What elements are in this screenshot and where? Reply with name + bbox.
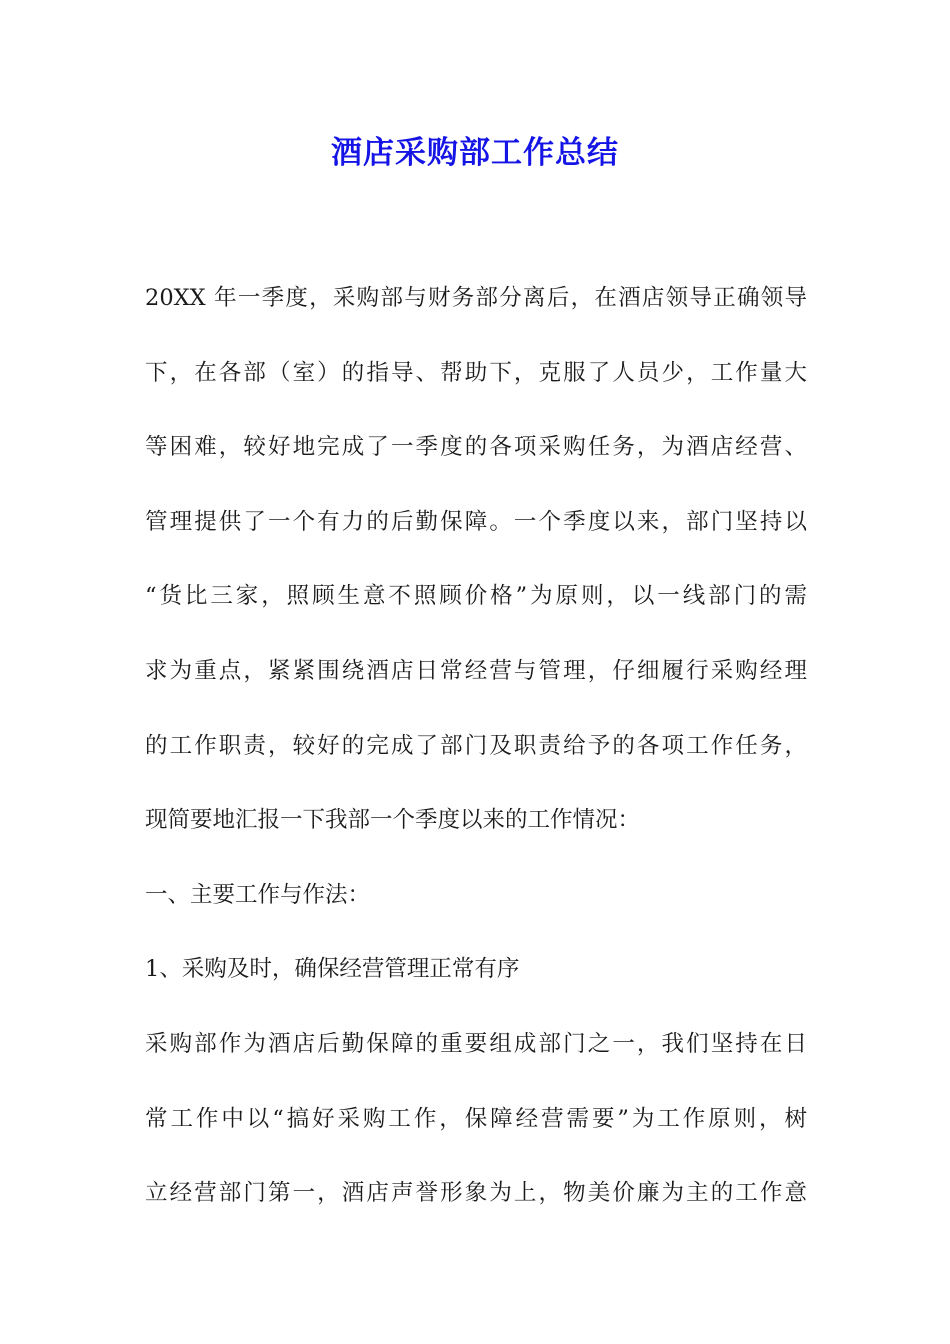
paragraph-line: 采购部作为酒店后勤保障的重要组成部门之一，我们坚持在日 [145,1030,807,1057]
paragraph-line: 现简要地汇报一下我部一个季度以来的工作情况： [145,807,641,834]
paragraph-line: 常工作中以“搞好采购工作，保障经营需要”为工作原则，树 [145,1105,807,1132]
subsection-heading: 1、采购及时，确保经营管理正常有序 [145,956,520,983]
section-heading: 一、主要工作与作法： [145,881,371,908]
paragraph-line: 求为重点，紧紧围绕酒店日常经营与管理，仔细履行采购经理 [145,657,807,684]
paragraph-line: 下，在各部（室）的指导、帮助下，克服了人员少，工作量大 [145,359,807,386]
paragraph-line: 管理提供了一个有力的后勤保障。一个季度以来，部门坚持以 [145,508,807,535]
paragraph-line: “货比三家，照顾生意不照顾价格”为原则，以一线部门的需 [145,583,807,610]
document-title: 酒店采购部工作总结 [331,135,619,171]
paragraph-line: 立经营部门第一，酒店声誉形象为上，物美价廉为主的工作意 [145,1180,807,1207]
document-body [145,261,807,1231]
paragraph-line: 20XX 年一季度，采购部与财务部分离后，在酒店领导正确领导 [145,285,807,311]
paragraph-line: 等困难，较好地完成了一季度的各项采购任务，为酒店经营、 [145,434,807,461]
paragraph-line: 的工作职责，较好的完成了部门及职责给予的各项工作任务， [145,732,807,759]
